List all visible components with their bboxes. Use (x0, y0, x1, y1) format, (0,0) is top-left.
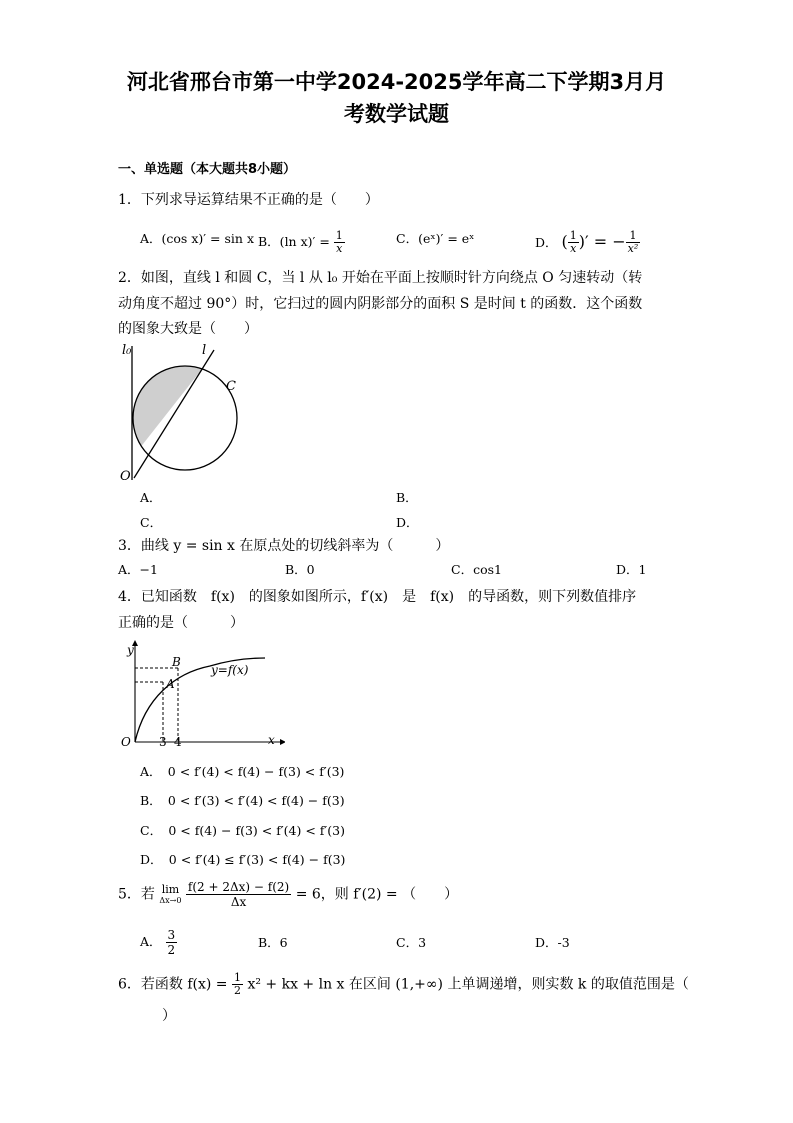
q4-tick-4: 4 (174, 735, 182, 749)
q2-stem-line3: 的图象大致是（ ） (118, 321, 258, 337)
q1-option-b-fraction: $\frac{1}{x}$ (335, 229, 343, 255)
q5-option-a-fraction (166, 928, 178, 957)
q3-option-a: A．−1 (118, 562, 158, 577)
q5-suffix: = 6，则 f′(2) = （ ） (295, 886, 459, 903)
q4-label-o: O (121, 735, 131, 749)
q6-half (232, 972, 243, 997)
q2-option-c: C． (140, 515, 163, 530)
q6-stem (118, 972, 689, 997)
q3-stem: 3．曲线 y = sin x 在原点处的切线斜率为（ ） (118, 538, 450, 554)
q2-label-l0: l₀ (122, 343, 132, 358)
q5-lim-text: lim (161, 882, 180, 896)
q2-stem-line2: 动角度不超过 90°）时，它扫过的圆内阴影部分的面积 S 是时间 t 的函数．这个函数 (118, 296, 643, 312)
q5-fraction (186, 880, 291, 909)
q2-label-l: l (202, 343, 207, 358)
q3-option-b: B．0 (285, 562, 315, 577)
q5-lim-sub: Δx→0 (159, 895, 182, 905)
q2-figure (110, 338, 250, 486)
q5-option-c: C．3 (396, 935, 427, 950)
q6-half-num: 1 (234, 971, 241, 984)
q6-stem-line2: ） (162, 1008, 176, 1024)
page-title-line2: 考数学试题 (344, 102, 449, 126)
q5-a-num: 3 (167, 928, 176, 942)
page-title-line1: 河北省邢台市第一中学2024-2025学年高二下学期3月月 (126, 70, 667, 94)
q2-option-d: D． (396, 515, 419, 530)
q1-stem: 1．下列求导运算结果不正确的是（ ） (118, 192, 379, 208)
q2-option-b: B． (396, 490, 418, 505)
q1-option-d (535, 230, 640, 255)
q2-label-o: O (120, 469, 131, 484)
q1-option-c: C．(eˣ)′ = eˣ (396, 231, 475, 246)
q4-stem-line1: 4．已知函数 f(x) 的图象如图所示，f′(x) 是 f(x) 的导函数，则下列数值排序 (118, 589, 637, 605)
q3-option-d: D．1 (616, 562, 647, 577)
q4-option-a: A． 0 < f′(4) < f(4) − f(3) < f′(3) (140, 764, 345, 779)
q4-tick-3: 3 (159, 735, 167, 749)
q4-label-y: y (127, 643, 134, 657)
q5-denominator: Δx (230, 895, 247, 909)
q2-label-c: C (226, 379, 236, 394)
q4-figure (115, 638, 285, 750)
q1-option-a: A．(cos x)′ = sin x (140, 231, 254, 246)
q4-label-b: B (172, 655, 181, 669)
q2-stem-line1: 2．如图，直线 l 和圆 C，当 l 从 l₀ 开始在平面上按顺时针方向绕点 O 匀速转动（转 (118, 270, 643, 286)
q5-option-b: B．6 (258, 935, 288, 950)
q4-x-arrow-icon (280, 739, 285, 745)
q4-label-x: x (268, 733, 275, 747)
section-heading: 一、单选题（本大题共8小题） (118, 162, 297, 177)
q1-option-b (258, 230, 345, 255)
q5-limit (159, 884, 181, 906)
q2-option-a: A． (140, 490, 162, 505)
q1-option-b-text: B．(ln x)′ = (258, 234, 330, 249)
q1-option-d-label: D． (535, 235, 558, 250)
q5-prefix: 5．若 (118, 886, 155, 903)
q5-option-d: D．-3 (535, 935, 570, 950)
q4-option-c: C． 0 < f(4) − f(3) < f′(4) < f′(3) (140, 823, 345, 838)
q2-shaded-region (110, 338, 250, 486)
q6-rest: x² + kx + ln x 在区间 (1,+∞) 上单调递增，则实数 k 的取值范围是（ (247, 976, 689, 993)
q4-label-a: A (166, 677, 175, 691)
q4-option-b: B． 0 < f′(3) < f′(4) < f(4) − f(3) (140, 793, 345, 808)
q3-option-c: C．cos1 (451, 562, 502, 577)
q5-option-a (140, 928, 177, 957)
q5-option-a-label: A． (140, 934, 162, 949)
q5-stem (118, 880, 458, 909)
q4-curve-label: y=f(x) (211, 663, 249, 677)
q6-half-den: 2 (234, 984, 241, 997)
q4-option-d: D． 0 < f′(4) ≤ f′(3) < f(4) − f(3) (140, 852, 346, 867)
q4-stem-line2: 正确的是（ ） (118, 615, 244, 631)
q6-prefix: 6．若函数 f(x) = (118, 976, 228, 993)
q5-numerator: f(2 + 2Δx) − f(2) (187, 880, 290, 894)
q1-option-d-math: ( $\frac{1}{x}$ )′ = − $\frac{1}{\text{x²}}$ (561, 229, 639, 255)
q5-a-den: 2 (167, 943, 176, 957)
